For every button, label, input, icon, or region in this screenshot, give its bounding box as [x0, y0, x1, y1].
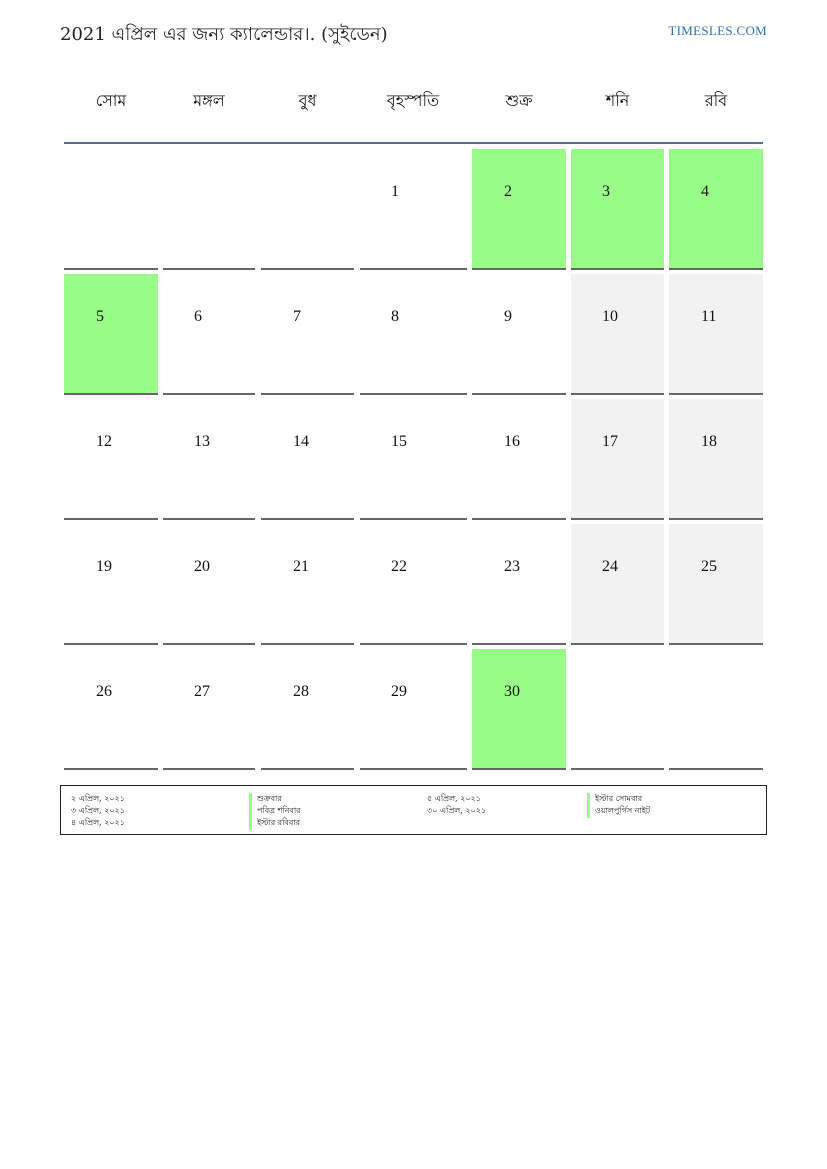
- day-number: 6: [194, 308, 202, 325]
- day-number: 26: [96, 683, 112, 700]
- day-number: 8: [391, 308, 399, 325]
- day-number: 2: [504, 183, 512, 200]
- day-cell-weekend[interactable]: [571, 274, 664, 395]
- day-number: 17: [602, 433, 618, 450]
- day-cell-holiday[interactable]: [669, 149, 763, 270]
- legend-date: ৪ এপ্রিল, ২০২১: [71, 818, 125, 827]
- day-cell-holiday[interactable]: [472, 149, 566, 270]
- day-number: 24: [602, 558, 618, 575]
- legend-holiday-name: পবিত্র শনিবার: [249, 805, 301, 818]
- brand-link[interactable]: TIMESLES.COM: [668, 23, 767, 38]
- day-cell[interactable]: [64, 649, 158, 770]
- day-cell[interactable]: [360, 649, 467, 770]
- weekday-sunday: রবি: [704, 91, 728, 110]
- day-cell[interactable]: [261, 524, 354, 645]
- day-number: 5: [96, 308, 104, 325]
- day-cell: [64, 149, 158, 270]
- day-cell[interactable]: [472, 399, 566, 520]
- day-cell-holiday[interactable]: [571, 149, 664, 270]
- weekday-monday: সোম: [95, 91, 127, 110]
- day-cell-weekend[interactable]: [669, 524, 763, 645]
- day-cell[interactable]: [360, 274, 467, 395]
- day-cell[interactable]: [64, 399, 158, 520]
- legend-date: ২ এপ্রিল, ২০২১: [71, 794, 125, 803]
- day-cell[interactable]: [163, 399, 255, 520]
- day-cell-weekend[interactable]: [571, 399, 664, 520]
- day-cell: [669, 649, 763, 770]
- day-number: 22: [391, 558, 407, 575]
- day-cell[interactable]: [472, 274, 566, 395]
- day-number: 3: [602, 183, 610, 200]
- day-cell[interactable]: [472, 524, 566, 645]
- weekday-header-row: [60, 88, 767, 118]
- legend-holiday-name: ওয়ালপুর্গিস নাইট: [587, 805, 650, 818]
- weekday-saturday: শনি: [605, 91, 630, 110]
- day-number: 28: [293, 683, 309, 700]
- day-number: 15: [391, 433, 407, 450]
- day-number: 23: [504, 558, 520, 575]
- day-number: 19: [96, 558, 112, 575]
- day-cell[interactable]: [163, 524, 255, 645]
- day-cell[interactable]: [261, 399, 354, 520]
- day-cell[interactable]: [360, 399, 467, 520]
- day-number: 4: [701, 183, 709, 200]
- day-number: 16: [504, 433, 520, 450]
- day-cell: [163, 149, 255, 270]
- day-number: 29: [391, 683, 407, 700]
- day-cell[interactable]: [163, 274, 255, 395]
- day-cell-holiday[interactable]: [64, 274, 158, 395]
- header-divider: [64, 142, 763, 144]
- day-cell[interactable]: [360, 149, 467, 270]
- legend-holiday-name: ইস্টার সোমবার: [587, 793, 642, 806]
- day-number: 30: [504, 683, 520, 700]
- day-number: 20: [194, 558, 210, 575]
- day-number: 11: [701, 308, 717, 325]
- page-title: 2021 এপ্রিল এর জন্য ক্যালেন্ডার।. (সুইডেন): [60, 24, 388, 45]
- day-number: 18: [701, 433, 717, 450]
- day-number: 27: [194, 683, 210, 700]
- holiday-legend: [60, 785, 767, 835]
- weekday-thursday: বৃহস্পতি: [386, 91, 440, 110]
- legend-date: ৫ এপ্রিল, ২০২১: [427, 794, 481, 803]
- legend-date: ৩ এপ্রিল, ২০২১: [71, 806, 125, 815]
- weekday-tuesday: মঙ্গল: [193, 91, 225, 110]
- day-number: 7: [293, 308, 301, 325]
- day-cell-holiday[interactable]: [472, 649, 566, 770]
- day-number: 21: [293, 558, 309, 575]
- day-cell-weekend[interactable]: [571, 524, 664, 645]
- weekday-wednesday: বুধ: [298, 91, 317, 110]
- day-cell[interactable]: [261, 274, 354, 395]
- day-cell[interactable]: [163, 649, 255, 770]
- day-cell[interactable]: [360, 524, 467, 645]
- day-number: 12: [96, 433, 112, 450]
- day-cell[interactable]: [261, 649, 354, 770]
- day-number: 25: [701, 558, 717, 575]
- day-number: 9: [504, 308, 512, 325]
- day-cell: [261, 149, 354, 270]
- day-cell[interactable]: [64, 524, 158, 645]
- day-cell-weekend[interactable]: [669, 399, 763, 520]
- day-number: 14: [293, 433, 309, 450]
- legend-holiday-name: শুক্রবার: [249, 793, 282, 806]
- day-number: 13: [194, 433, 210, 450]
- day-cell-weekend[interactable]: [669, 274, 763, 395]
- legend-holiday-name: ইস্টার রবিবার: [249, 817, 300, 830]
- day-number: 1: [391, 183, 399, 200]
- day-cell: [571, 649, 664, 770]
- weekday-friday: শুক্র: [505, 91, 533, 110]
- day-number: 10: [602, 308, 618, 325]
- legend-date: ৩০ এপ্রিল, ২০২১: [427, 806, 487, 815]
